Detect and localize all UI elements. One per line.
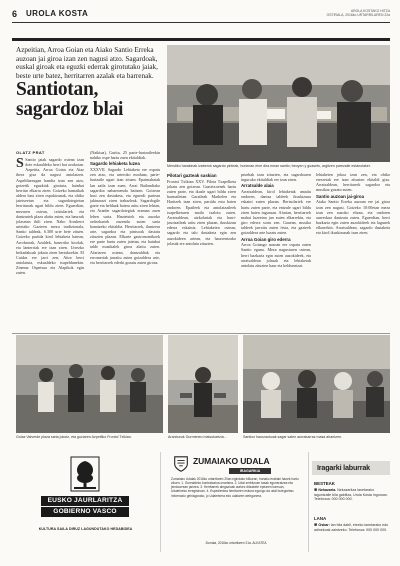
photo-right bbox=[243, 335, 390, 433]
classifieds-label-besteak: BESTEAK bbox=[314, 481, 335, 486]
article-column-1-text: Santio jaiak sagardo ostean izan dote eskualdeko herri bat ozokotan. Azpeitia, Arroa Goian eta Aiaz ibera gisa da nagusi antolatzen. Aspeldiarrugan bandia izan zen atzo, goizetik eguzkiak girotuta, hainbat herritar elkartu ziren. Goizeko hamaikak aldera hasi ziren ospakizunak, eta ohiko jatetxeetan eta sagardotegietan herritarrak ugari bildu ziren. Eguerdian, mezaren ostean, txistulariek eta dantzariek plaza alaitu zuten, eta haurrak jolasetan ibili ziren. Nabo Arruberri urtetako Gazteen mezu tradizionala, Santio taldeak, 6.300 urte bete zituen. Goizeko partida kirol lehiaketa batean, Arrobarrak, Azaldek, baserriko kirolak, eta lanterriak ere izan ziren. Urrezko brikadakoak jokatu ziren bertakoekin. El Cuidas ere jarri zen, Aitor berri antolatuta, eskualdeko txapeldunekin. Zinema Ospetsua eta Alapikok egin zuten. bbox=[16, 157, 84, 276]
header-rule bbox=[12, 22, 390, 23]
coat-of-arms-icon bbox=[172, 455, 190, 473]
subhead-pilota: Pilotari gazteak saskian bbox=[167, 173, 217, 178]
header-publication: UROLA KOSTAKO HITZA bbox=[350, 9, 390, 13]
article-column-4 bbox=[241, 172, 311, 330]
logo-banner-spanish: GOBIERNO VASCO bbox=[41, 507, 129, 517]
article-column-5 bbox=[316, 172, 390, 330]
header-date: OSTIRALA, 2016ko URTARRILAREN 22a bbox=[326, 13, 390, 17]
subhead-arratsalde: Arratsalde alaia bbox=[241, 183, 274, 189]
article-column-3-text: Frontoi Txikian XXV. Pilota Txapelketa jokatu zen goizean. Gaztetxoenek hartu zuten parte, eta ikusle ugari bildu ziren harmailetan. Garaileak Markelen eta Haritzek izan ziren, partida estu baten ondoren. Epaileek eta antolatzaileek txapelketaren maila txalotu zuten. Arratsaldean, aizkolariak eta harri-jasotzaileak aritu ziren plazan, ikuskizun ederra eskainiz. Lehiaketen ostean, sagardo eta talo dastaketa egin zen auzokideen artean, eta haurrentzako jolasak ere antolatu zituzten. bbox=[167, 178, 236, 246]
top-photo bbox=[167, 45, 390, 162]
article-column-5-text: lehiaketen jokoa izan zen, eta ohiko errezetak ere izan zituzten ekitaldi gisa. Arratsaldean, herritarrek sagardoz eta musikaz gozatu zuten. bbox=[316, 172, 390, 193]
top-photo-caption: Mendiko harakinak izaberok sagardo pinteak, hunenan etxe dira eman santio; beoyen y guaseto, argitzen parezaile estanolaker. bbox=[167, 164, 371, 168]
subhead-arroa-goian: Arroa Goian giro ederra bbox=[241, 236, 291, 242]
classifieds-item-1-lead: Nekazaria. bbox=[318, 488, 337, 492]
logo-tagline: KULTURA SAILA DIRUZ LAGUNDUTAKO HEDABIDEA bbox=[38, 527, 133, 531]
classifieds-item-1 bbox=[314, 488, 390, 502]
section-title: UROLA KOSTA bbox=[26, 9, 89, 18]
drop-cap: S bbox=[16, 157, 24, 171]
divider-left bbox=[160, 452, 161, 552]
article-headline: Santiotan, sagardoz blai bbox=[16, 79, 124, 120]
notice-subtitle: IRAGARKIA bbox=[229, 468, 271, 474]
photo-left bbox=[16, 335, 163, 433]
page-number: 6 bbox=[12, 9, 18, 19]
bullet-icon: ■ bbox=[314, 522, 319, 528]
photo-row-rule bbox=[12, 333, 390, 334]
subhead-santio-auzoa: Santio auzoan jai-giroa bbox=[316, 193, 365, 199]
classifieds-item-1-text: Nekazaritza lanetarako laguntzaile bila gabiltza, Urola Kosta inguruan. Telefonoa: 000 000 000. bbox=[314, 488, 388, 501]
header-thick-rule bbox=[12, 38, 390, 41]
article-lede: Azpeitian, Arroa Goian eta Aiako Santio Erreka auzoan jai giroa izan zen nagusi atzo. Sagardoak, euskal giroak eta eguzki ederrak girotutako jaiak, beste urte batez, herritarren azalak eta barrenak. bbox=[16, 46, 158, 80]
article-byline: OLATZ PRAT bbox=[16, 150, 45, 155]
page-header bbox=[12, 9, 390, 21]
classifieds-label-lana: LANA bbox=[314, 516, 327, 521]
notice-title: ZUMAIAKO UDALA bbox=[193, 456, 270, 466]
classifieds-item-2 bbox=[314, 523, 390, 532]
notice-signature: Zumaia, 2016ko urtarrilaren 21a. ALKATEA bbox=[205, 541, 267, 545]
article-column-2-intro: (Naiktua), Gurita, 25 parte-hartzaileekin nahiko ospe hartu zuen ekitaldiak. bbox=[90, 150, 160, 161]
article-column-4-text: Arratsaldean, kirol lehiaketak amaitu ondoren, dantza taldeek ikuskizuna eskaini zuten plazan. Bertsolariek ere hartu zuten parte, eta entzule ugari bildu ziren haien inguruan. Afarian, herritarrek mahai luzeetan jan zuten elkarrekin, eta giro ederra sortu zen. Gauean, musika taldeek jarraitu zuten festa, eta gazteek goizaldera arte luzatu zuten. bbox=[241, 189, 311, 236]
tree-emblem-icon bbox=[41, 453, 129, 495]
photo-middle-caption: Aranburuk Gurmeneo maisukartzia... bbox=[168, 435, 227, 439]
article-column-2-text: XXXVII. Sagardo Lehiaketa ere ospatu zen atzo, eta urteroko moduan, parte-hartzaile ugari izan zituen. Epaimahaiak lan zaila izan zuen, Arrai Bailandiako sagardoa nabarmendu baitzen. Goizean hasi zen dastaketa, eta eguerdi partean jakinarazi ziren irabazleak. Sagardogile gazte eta helduak batera aritu ziren lehian, eta Aranbe sagardotegiak eraman zuen lehen saria. Hautetsiek eta auzoko ordezkariek zuzendu zuten saria banatzeko ekitaldia. Herritarrek, iluntzera arte, sagardoa eta pintxoak dastatu zituzten plazan. Elkarte gastronomikoek ere parte hartu zuten jaietan, eta hainbat talde musikalek giroa alaitu zuten. Afariaren ostean, dantzaldiak eta erromeriak jarraitu zuten goizaldera arte, eta herritarrek ederki gozatu zuten giroaz. bbox=[90, 167, 160, 265]
article-column-5-text-b: Aiako Santio Erreka auzoan ere jai giroa izan zen nagusi. Goizeko 10:00etan meza izan zen auzoko elizan, eta ondoren aurreskua dantzatu zuten. Eguerdian, herri bazkaria egin zuten auzokideek eta lagunek elkarrekin. Arratsaldean, sagardo dastaketa eta kirol ikuskizunak izan ziren. bbox=[316, 199, 390, 236]
subhead-sagardo: Sagardo lehiaketa luzea bbox=[90, 161, 140, 167]
article-column-4-intro: pruebak izan zituzten, eta sagardoaren inguruko ekitaldiak ere izan ziren. bbox=[241, 172, 311, 183]
article-column-2 bbox=[90, 150, 160, 330]
header-dateline bbox=[310, 9, 390, 17]
bullet-icon: ■ bbox=[314, 487, 319, 493]
divider-right bbox=[308, 452, 309, 552]
photo-middle bbox=[168, 335, 238, 433]
photo-left-caption: Goiaz Valverde plaza saria jokotz, eta guciaren Azpeitiko Frontoi Txikian. bbox=[16, 435, 132, 439]
logo-banner-basque: EUSKO JAURLARITZA bbox=[41, 496, 129, 506]
photo-right-caption: Santioz haurzaukoak sagar salen aurrakarraz masa ahantzen. bbox=[243, 435, 343, 439]
notice-body: Zumaiako Udalak 2016ko urtarrilaren 20an egindako bilkuran, honako erabaki hauek hartu zituen: 1. Gurealdeko kontratazioa onartzea. 2. Udal zerbitzuen tasak eguneratzea eta jendaurrean jartzea. 3. Herritarrek alegazioak aurkez ditzakete epearen barruan, Udaletxeko erregistroan. 4. Espedientea herritarren eskura egongo da udal bulegoetan. Informazio gehiagorako, jo Udaletxera edo udalaren webgunera. bbox=[171, 477, 299, 498]
classifieds-header: Iragarki laburrak bbox=[312, 461, 390, 475]
classifieds-item-2-text: lan bila dabil, etxeko lanetarako edo adinekoak zaintzeko. Telefonoa: 000 000 000. bbox=[314, 523, 389, 532]
classifieds-item-2-lead: Oskar: bbox=[318, 523, 330, 527]
article-column-4-text-b: Arroa Goiango auzoan ere ospatu zuten Santio eguna. Meza nagusiaren ostean, herri bazkaria egin zuten auzokideek, eta arratsaldean jolasak eta lehiaketak antolatu zituzten haur eta helduentzat. bbox=[241, 242, 311, 268]
article-column-3 bbox=[167, 172, 236, 330]
article-column-1 bbox=[16, 157, 84, 329]
